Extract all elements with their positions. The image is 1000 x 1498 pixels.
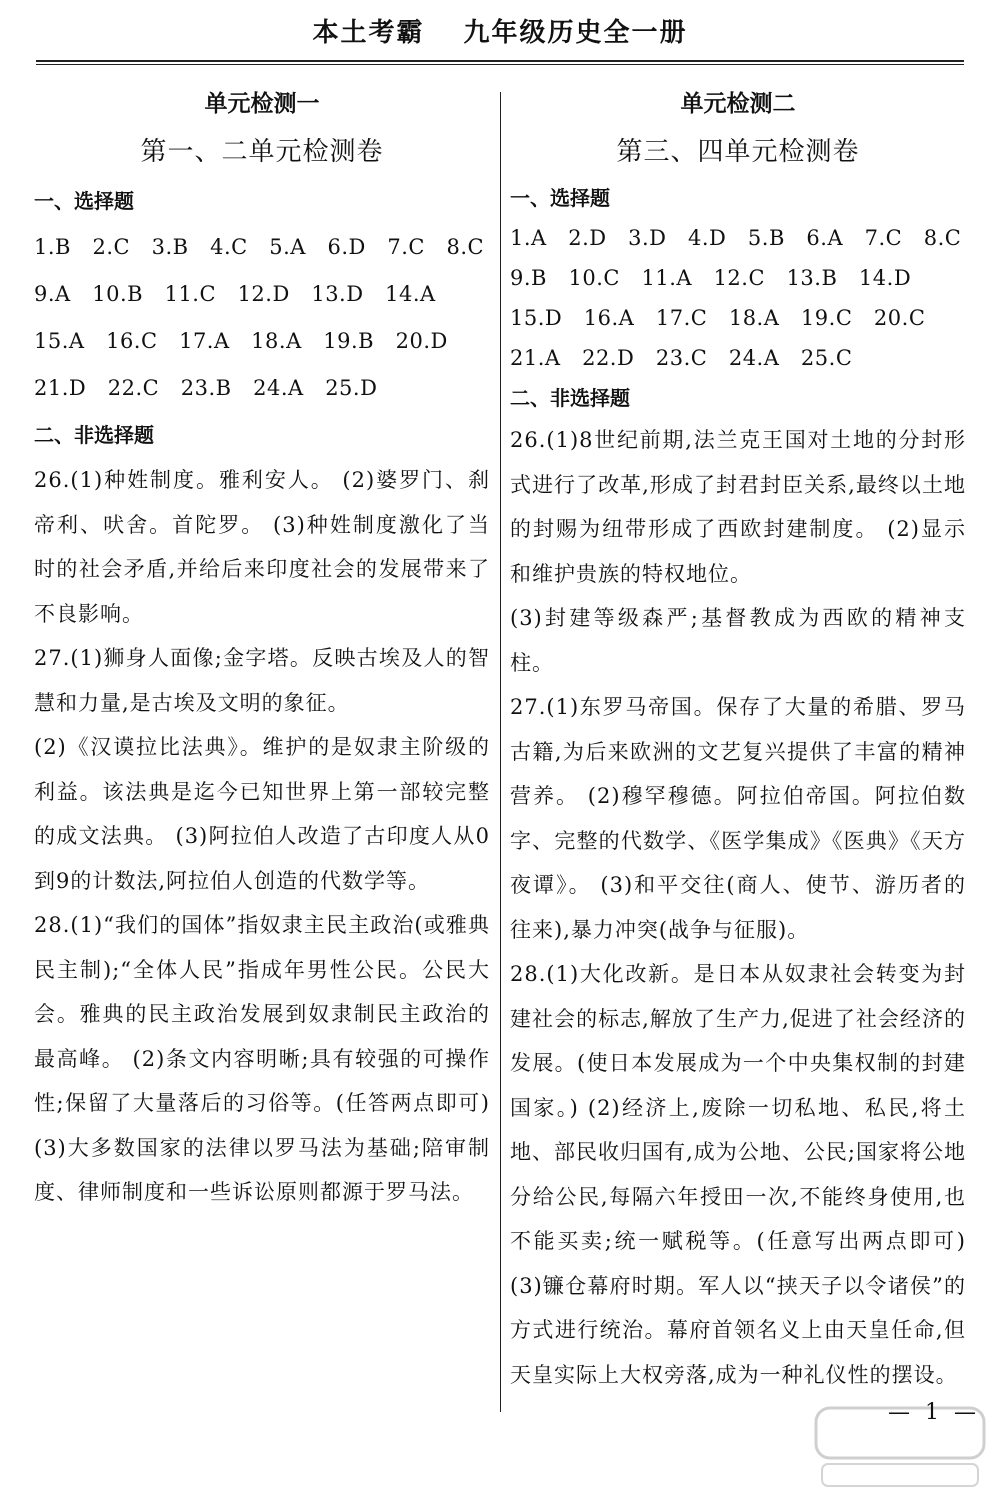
section-heading-nonchoice: 二、非选择题 (34, 423, 154, 447)
column-divider (500, 92, 501, 1412)
choice-answers-row: 1.A 2.D 3.D 4.D 5.B 6.A 7.C 8.C (510, 226, 962, 250)
choice-answers-row: 21.D 22.C 23.B 24.A 25.D (34, 376, 378, 400)
header-rule-thin (36, 64, 964, 65)
section-heading-choice: 一、选择题 (34, 189, 134, 213)
page-header (0, 12, 1000, 49)
unit-title: 单元检测二 (680, 90, 796, 117)
section-heading-choice: 一、选择题 (510, 186, 610, 210)
choice-answers-row: 21.A 22.D 23.C 24.A 25.C (510, 346, 853, 370)
answer-paragraph: 28.(1)“我们的国体”指奴隶主民主政治(或雅典民主制);“全体人民”指成年男性公民。公民大会。雅典的民主政治发展到奴隶制民主政治的最高峰。 (2)条文内容明晰;具有较强的可操作性;保留了大量落后的习俗等。(任答两点即可) (3)大多数国家的法律以罗马法为基础;陪审制度、律师制度和一些诉讼原则都源于罗马法。 (34, 913, 490, 1204)
choice-answers-row: 15.A 16.C 17.A 18.A 19.B 20.D (34, 329, 448, 353)
answer-paragraph: (3)封建等级森严;基督教成为西欧的精神支柱。 (510, 606, 966, 675)
answer-paragraph: 27.(1)东罗马帝国。保存了大量的希腊、罗马古籍,为后来欧洲的文艺复兴提供了丰富的精神营养。 (2)穆罕穆德。阿拉伯帝国。阿拉伯数字、完整的代数学、《医学集成》《医典》《天方夜谭》。 (3)和平交往(商人、使节、游历者的往来),暴力冲突(战争与征服)。 (510, 695, 966, 942)
header-rule (36, 60, 964, 62)
choice-answers-row: 1.B 2.C 3.B 4.C 5.A 6.D 7.C 8.C (34, 235, 485, 259)
right-column (510, 82, 966, 1397)
unit-title: 单元检测一 (204, 90, 320, 117)
page-number: — 1 — (888, 1400, 980, 1425)
paper-title: 第一、二单元检测卷 (140, 137, 384, 167)
choice-answers-row: 15.D 16.A 17.C 18.A 19.C 20.C (510, 306, 926, 330)
answer-paragraph: 26.(1)8世纪前期,法兰克王国对土地的分封形式进行了改革,形成了封君封臣关系,最终以土地的封赐为纽带形成了西欧封建制度。 (2)显示和维护贵族的特权地位。 (510, 428, 966, 586)
answer-paragraph: 28.(1)大化改新。是日本从奴隶社会转变为封建社会的标志,解放了生产力,促进了社会经济的发展。(使日本发展成为一个中央集权制的封建国家。) (2)经济上,废除一切私地、私民,将土地、部民收归国有,成为公地、公民;国家将公地分给公民,每隔六年授田一次,不能终身使用,也不能买卖;统一赋税等。(任意写出两点即可) (3)镰仓幕府时期。军人以“挟天子以令诸侯”的方式进行统治。幕府首领名义上由天皇任命,但天皇实际上大权旁落,成为一种礼仪性的摆设。 (510, 962, 966, 1387)
left-column (34, 82, 490, 1215)
paper-title: 第三、四单元检测卷 (616, 137, 860, 167)
choice-answers-row: 9.B 10.C 11.A 12.C 13.B 14.D (510, 266, 912, 290)
answer-paragraph: (2)《汉谟拉比法典》。维护的是奴隶主阶级的利益。该法典是迄今已知世界上第一部较完整的成文法典。 (3)阿拉伯人改造了古印度人从0到9的计数法,阿拉伯人创造的代数学等。 (34, 735, 490, 893)
answer-paragraph: 26.(1)种姓制度。雅利安人。 (2)婆罗门、刹帝利、吠舍。首陀罗。 (3)种姓制度激化了当时的社会矛盾,并给后来印度社会的发展带来了不良影响。 (34, 468, 490, 626)
answer-paragraph: 27.(1)狮身人面像;金字塔。反映古埃及人的智慧和力量,是古埃及文明的象征。 (34, 646, 490, 715)
choice-answers-row: 9.A 10.B 11.C 12.D 13.D 14.A (34, 282, 436, 306)
book-subject-title: 九年级历史全一册 (463, 18, 688, 48)
book-series-title: 本土考霸 (312, 18, 425, 48)
section-heading-nonchoice: 二、非选择题 (510, 386, 630, 410)
